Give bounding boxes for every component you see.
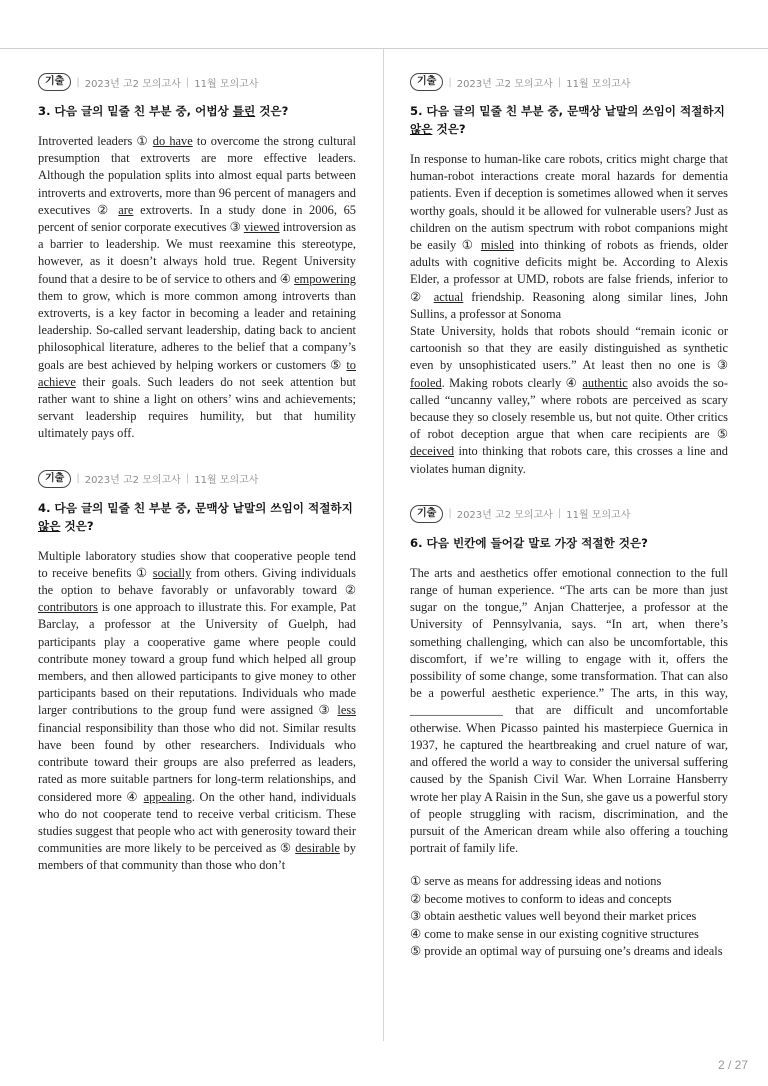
exam-month: 11월 모의고사 bbox=[194, 78, 259, 90]
underlined-choice-2: are bbox=[118, 202, 134, 217]
exam-month: 11월 모의고사 bbox=[194, 475, 259, 487]
left-column bbox=[38, 72, 356, 901]
question-4-tagline bbox=[38, 469, 356, 489]
underlined-choice-5: to achieve bbox=[38, 357, 356, 389]
answer-options bbox=[410, 873, 728, 960]
exam-month: 11월 모의고사 bbox=[566, 510, 631, 522]
exam-badge: 기출 bbox=[410, 73, 443, 91]
separator: | bbox=[448, 76, 452, 88]
separator: | bbox=[76, 473, 80, 485]
exam-month: 11월 모의고사 bbox=[566, 78, 631, 90]
underlined-choice-2: actual bbox=[433, 289, 464, 304]
question-3-passage: Introverted leaders ① do have to overcome the strong cultural presumption that extroverts are more effective leaders. Although the population splits into almost equal parts between introverts and extroverts, more than 96 percent of managers and executives ② are extroverts. In a study done in 2006, 65 percent of senior corporate executives ③ viewed introversion as a barrier to leadership. We must reexamine this stereotype, however, as it doesn’t always hold true. Regent University found that a desire to be of service to others and ④ empowering them to grow, which is more common among introverts than extroverts, is a key factor in becoming a leader and retaining leadership. So-called servant leadership, dating back to ancient philosophical literature, adheres to the belief that a company’s goals are best achieved by helping workers or customers ⑤ to achieve their goals. Such leaders do not seek attention but rather want to shine a light on others’ wins and achievements; servant leadership requires humility, but that humility ultimately pays off. bbox=[38, 134, 357, 441]
exam-badge: 기출 bbox=[410, 505, 443, 523]
question-5-title: 5. 다음 글의 밑줄 친 부분 중, 문맥상 낱말의 쓰임이 적절하지 않은 것은? bbox=[410, 104, 725, 136]
question-6-passage: The arts and aesthetics offer emotional connection to the full range of human experience. “The arts can be more than just sugar on the tongue,” Anjan Chatterjee, a professor at the University of Pennsylvania, says. “In art, when there’s something challenging, which can also be uncomfortable, this discomfort, if we’re willing to engage with it, offers the possibility of some change, some transformation. That can also be a powerful aesthetic experience.” The arts, in this way, _______________ that are difficult and uncomfortable otherwise. When Picasso painted his masterpiece Guernica in 1937, he captured the heartbreaking and cruel nature of war, and offered the world a way to consider the universal suffering caused by the Spanish Civil War. When Lorraine Hansberry wrote her play A Raisin in the Sun, she gave us a powerful story of people struggling with racism, discrimination, and the pursuit of the American dream while also offering a touching portrait of family life. bbox=[410, 565, 728, 856]
question-3-title: 3. 다음 글의 밑줄 친 부분 중, 어법상 틀린 것은? bbox=[38, 104, 289, 118]
underlined-choice-4: empowering bbox=[294, 271, 356, 286]
right-column bbox=[410, 72, 728, 986]
column-divider bbox=[383, 49, 384, 1041]
question-5-tagline bbox=[410, 72, 728, 92]
top-rule bbox=[0, 48, 768, 49]
option-4[interactable]: ④ come to make sense in our existing cognitive structures bbox=[410, 926, 699, 941]
underlined-choice-3: fooled bbox=[410, 375, 442, 390]
separator: | bbox=[76, 76, 80, 88]
separator: | bbox=[448, 508, 452, 520]
question-3 bbox=[38, 72, 356, 443]
exam-year: 2023년 고2 모의고사 bbox=[456, 510, 553, 522]
exam-badge: 기출 bbox=[38, 470, 71, 488]
question-5 bbox=[410, 72, 728, 478]
underlined-choice-4: authentic bbox=[582, 375, 628, 390]
option-3[interactable]: ③ obtain aesthetic values well beyond their market prices bbox=[410, 909, 697, 924]
separator: | bbox=[557, 508, 562, 520]
option-1[interactable]: ① serve as means for addressing ideas and notions bbox=[410, 874, 662, 889]
question-4 bbox=[38, 469, 356, 875]
underlined-choice-1: socially bbox=[152, 565, 192, 580]
underlined-choice-2: contributors bbox=[38, 600, 98, 615]
question-3-tagline bbox=[38, 72, 356, 92]
question-5-passage: In response to human-like care robots, critics might charge that human-robot interactions create moral hazards for dementia patients. Even if deception is sometimes allowed when it serves worthy goals, should it be allowed for vulnerable users? Just as children on the autism spectrum with robot companions might be easily ① misled into thinking of robots as friends, older adults with cognitive deficits might be. According to Alexis Elder, a professor at UMD, robots are false friends, inferior to ② actual friendship. Reasoning along similar lines, John Sullins, a professor at Sonoma State University, holds that robots should “remain iconic or cartoonish so that they are easily distinguished as synthetic even by unsophisticated users.” At least then no one is ③ fooled. Making robots clearly ④ authentic also avoids the so-called “uncanny valley,” where robots are perceived as scary because they so closely resemble us, but not quite. Other critics of robot deception argue that when care recipients are ⑤ deceived into thinking that robots care, this crosses a line and violates human dignity. bbox=[410, 152, 728, 476]
page-number: 2 / 27 bbox=[717, 1058, 748, 1072]
exam-year: 2023년 고2 모의고사 bbox=[84, 475, 181, 487]
question-6-tagline bbox=[410, 504, 728, 524]
question-4-passage: Multiple laboratory studies show that cooperative people tend to receive benefits ① socially from others. Giving individuals the option to behave favorably or unfavorably toward ② contributors is one approach to illustrate this. For example, Pat Barclay, a professor at the University of Guelph, had participants play a cooperative game where people could contribute money toward a group fund which helped all group members, and then allowed participants to give money to other participants based on their reputations. Individuals who made larger contributions to the group fund were assigned ③ less financial responsibility than those who did not. Similar results have been found by other researchers. Individuals who contribute toward their groups are also preferred as leaders, rated as more suitable partners for long-term relationships, and considered more ④ appealing. On the other hand, individuals who do not cooperate tend to receive verbal criticism. These studies suggest that people who act with generosity toward their communities are more likely to be perceived as ⑤ desirable by members of that community than those who don’t bbox=[38, 548, 357, 873]
option-2[interactable]: ② become motives to conform to ideas and concepts bbox=[410, 891, 672, 906]
answer-blank: _______________ bbox=[410, 703, 503, 718]
underlined-choice-3: less bbox=[337, 703, 356, 718]
underlined-choice-3: viewed bbox=[243, 220, 280, 235]
separator: | bbox=[557, 76, 562, 88]
exam-year: 2023년 고2 모의고사 bbox=[456, 78, 553, 90]
separator: | bbox=[185, 473, 190, 485]
underlined-choice-1: misled bbox=[480, 238, 514, 253]
question-6 bbox=[410, 504, 728, 960]
underlined-choice-1: do have bbox=[152, 134, 193, 148]
underlined-choice-5: desirable bbox=[295, 841, 340, 856]
option-5[interactable]: ⑤ provide an optimal way of pursuing one’s dreams and ideals bbox=[410, 943, 723, 958]
separator: | bbox=[185, 76, 190, 88]
question-6-title: 6. 다음 빈칸에 들어갈 말로 가장 적절한 것은? bbox=[410, 535, 648, 550]
exam-year: 2023년 고2 모의고사 bbox=[84, 78, 181, 90]
underlined-choice-4: appealing bbox=[143, 789, 192, 804]
exam-badge: 기출 bbox=[38, 73, 71, 91]
underlined-choice-5: deceived bbox=[410, 444, 455, 459]
question-4-title: 4. 다음 글의 밑줄 친 부분 중, 문맥상 낱말의 쓰임이 적절하지 않은 것은? bbox=[38, 500, 353, 533]
